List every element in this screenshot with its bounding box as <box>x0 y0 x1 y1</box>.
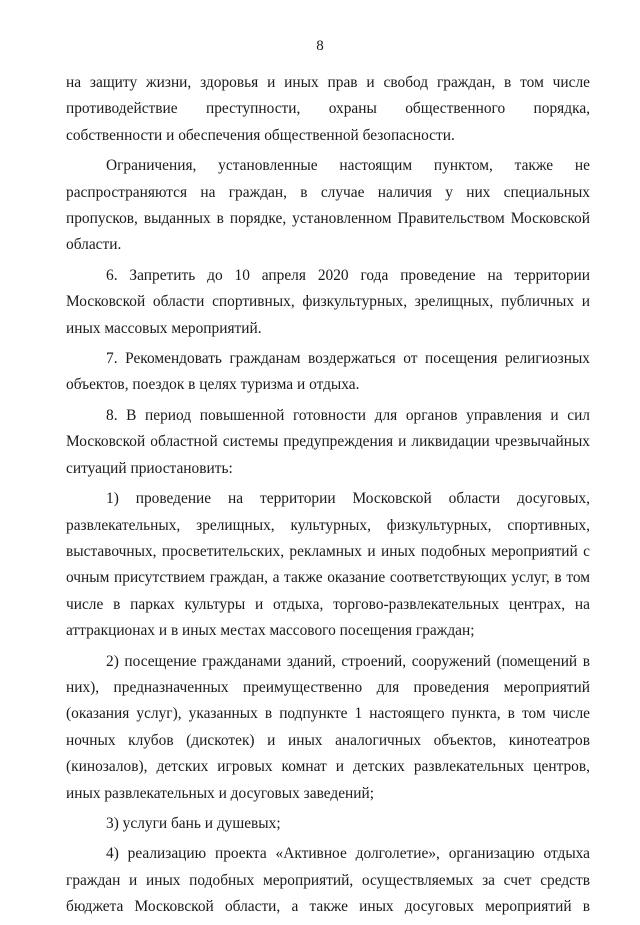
paragraph-continuation: на защиту жизни, здоровья и иных прав и свобод граждан, в том числе противодействие преступности, охраны общественного порядка, собственности и обеспечения общественной безопасности. <box>66 74 590 144</box>
paragraph-item-8: 8. В период повышенной готовности для органов управления и сил Московской областной системы предупреждения и ликвидации чрезвычайных ситуаций приостановить: <box>66 406 590 477</box>
page-number: 8 <box>316 38 324 54</box>
paragraph-subitem-2: 2) посещение гражданами зданий, строений, сооружений (помещений в них), предназначенных преимущественно для проведения мероприятий (оказания услуг), указанных в подпункте 1 настоящего пункта, в том числе ночных клубов (дискотек) и иных аналогичных объектов, кинотеатров (кинозалов), детских игровых комнат и детских развлекательных центров, иных развлекательных и досуговых заведений; <box>66 652 590 802</box>
paragraph-subitem-4: 4) реализацию проекта «Активное долголетие», организацию отдыха граждан и иных подобных мероприятий, осуществляемых за счет средств бюджета Московской области, а также иных досуговых мероприятий в <box>66 845 590 916</box>
document-body <box>66 70 590 925</box>
paragraph-item-6: 6. Запретить до 10 апреля 2020 года проведение на территории Московской области спортивных, физкультурных, зрелищных, публичных и иных массовых мероприятий. <box>66 266 590 337</box>
paragraph-subitem-3: 3) услуги бань и душевых; <box>106 814 281 832</box>
paragraph-restrictions: Ограничения, установленные настоящим пунктом, также не распространяются на граждан, в случае наличия у них специальных пропусков, выданных в порядке, установленном Правительством Московской области. <box>66 157 590 254</box>
paragraph-subitem-1: 1) проведение на территории Московской области досуговых, развлекательных, зрелищных, культурных, физкультурных, спортивных, выставочных, просветительских, рекламных и иных подобных мероприятий с очным присутствием граждан, а также оказание соответствующих услуг, в том числе в парках культуры и отдыха, торгово-развлекательных центрах, на аттракционах и в иных местах массового посещения граждан; <box>66 490 590 640</box>
paragraph-item-7: 7. Рекомендовать гражданам воздержаться от посещения религиозных объектов, поездок в целях туризма и отдыха. <box>66 350 590 394</box>
